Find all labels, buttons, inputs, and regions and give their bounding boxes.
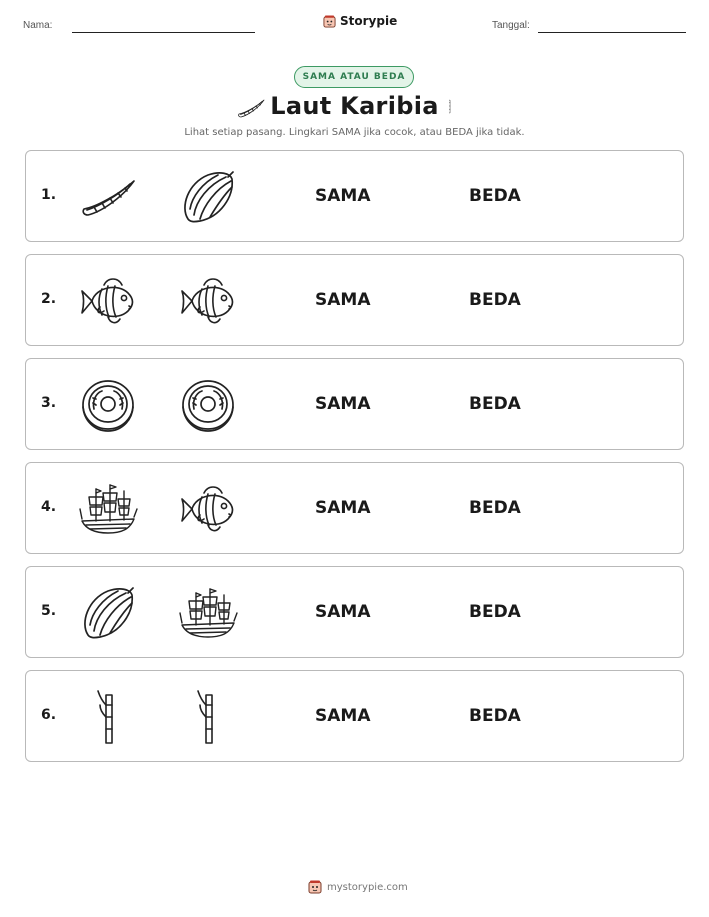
name-label: Nama:	[23, 20, 53, 31]
ship-icon	[78, 479, 138, 539]
canoe-icon	[78, 167, 138, 227]
storypie-logo-icon	[308, 880, 322, 894]
different-option[interactable]: BEDA	[469, 186, 521, 206]
fish-icon	[178, 271, 238, 331]
same-option[interactable]: SAMA	[315, 290, 371, 310]
row-number: 5.	[41, 603, 57, 619]
question-row-3	[25, 358, 684, 450]
question-row-6	[25, 670, 684, 762]
date-label: Tanggal:	[492, 20, 530, 31]
same-option[interactable]: SAMA	[315, 706, 371, 726]
cacao-pod-icon	[78, 583, 138, 643]
sugarcane-icon	[178, 687, 238, 747]
question-row-2	[25, 254, 684, 346]
different-option[interactable]: BEDA	[469, 602, 521, 622]
date-field-line[interactable]	[538, 32, 686, 33]
instruction-text: Lihat setiap pasang. Lingkari SAMA jika cocok, atau BEDA jika tidak.	[184, 127, 525, 138]
question-row-1	[25, 150, 684, 242]
name-field-line[interactable]	[72, 32, 255, 33]
same-option[interactable]: SAMA	[315, 498, 371, 518]
different-option[interactable]: BEDA	[469, 706, 521, 726]
cacao-pod-icon	[178, 167, 238, 227]
different-option[interactable]: BEDA	[469, 290, 521, 310]
row-number: 2.	[41, 291, 57, 307]
different-option[interactable]: BEDA	[469, 394, 521, 414]
fish-icon	[178, 479, 238, 539]
coin-icon	[178, 375, 238, 435]
storypie-logo-icon	[323, 15, 336, 28]
brand-name: Storypie	[340, 14, 398, 28]
row-number: 3.	[41, 395, 57, 411]
sugarcane-icon	[449, 90, 465, 122]
same-option[interactable]: SAMA	[315, 602, 371, 622]
row-number: 4.	[41, 499, 57, 515]
row-number: 1.	[41, 187, 57, 203]
footer-site-link[interactable]: mystorypie.com	[327, 881, 408, 893]
same-option[interactable]: SAMA	[315, 394, 371, 414]
fish-icon	[78, 271, 138, 331]
page-title: Laut Karibia	[270, 92, 439, 120]
coin-icon	[78, 375, 138, 435]
worksheet-type-badge: SAMA ATAU BEDA	[294, 66, 414, 88]
brand	[323, 14, 397, 28]
question-row-4	[25, 462, 684, 554]
question-row-5	[25, 566, 684, 658]
same-option[interactable]: SAMA	[315, 186, 371, 206]
footer	[308, 880, 408, 894]
sugarcane-icon	[78, 687, 138, 747]
ship-icon	[178, 583, 238, 643]
row-number: 6.	[41, 707, 57, 723]
different-option[interactable]: BEDA	[469, 498, 521, 518]
